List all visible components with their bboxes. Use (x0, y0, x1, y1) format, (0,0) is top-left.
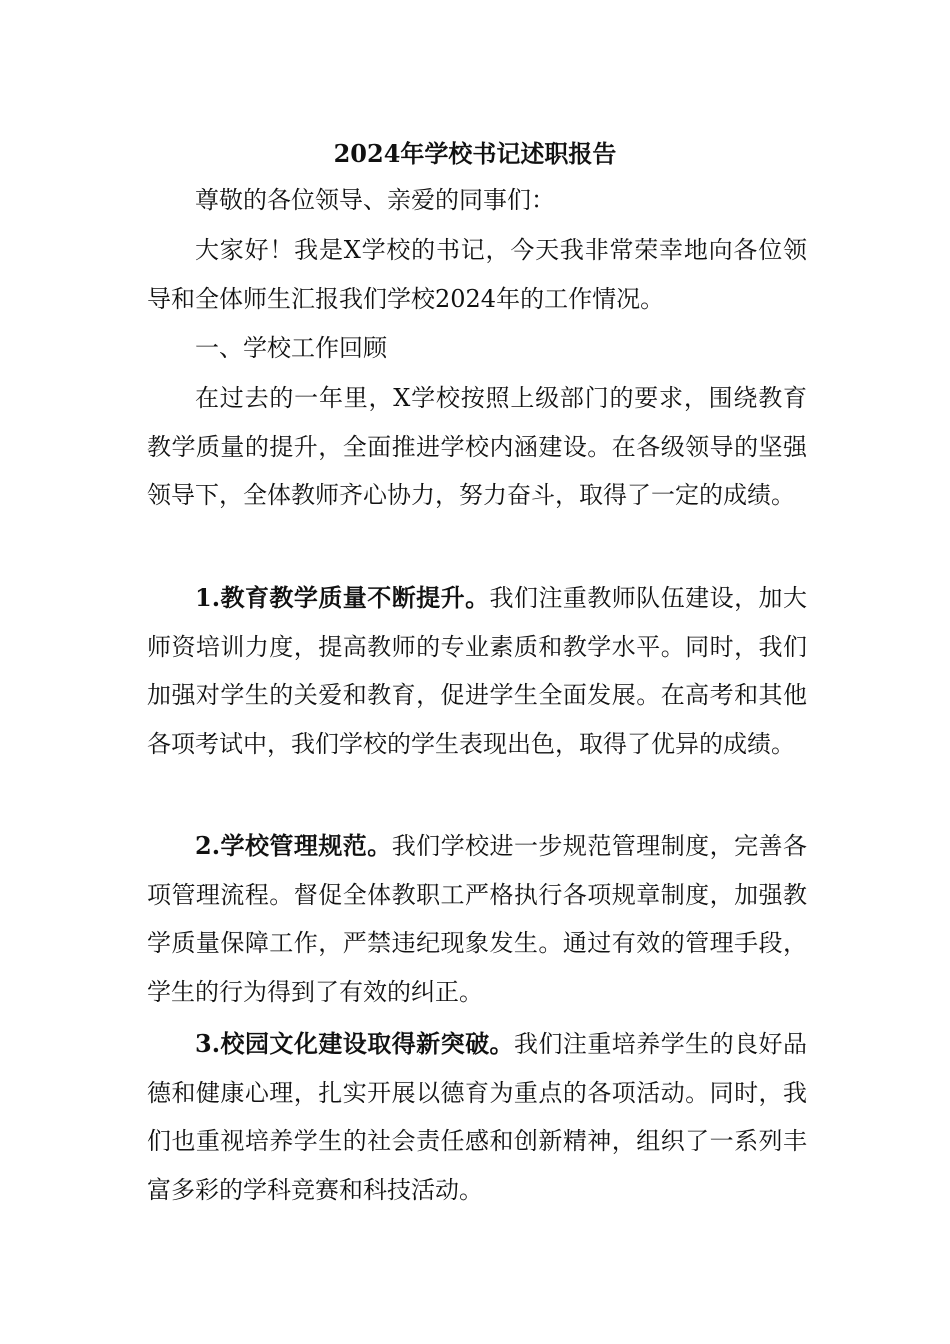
achievement-item-lead: 1.教育教学质量不断提升。 (195, 583, 490, 612)
intro-paragraph: 大家好！我是X学校的书记，今天我非常荣幸地向各位领导和全体师生汇报我们学校2024年的工作情况。 (147, 236, 807, 313)
document-title: 2024年学校书记述职报告 (333, 139, 617, 168)
greeting-paragraph: 尊敬的各位领导、亲爱的同事们： (195, 186, 555, 214)
review-paragraph: 在过去的一年里，X学校按照上级部门的要求，围绕教育教学质量的提升，全面推进学校内涵建设。在各级领导的坚强领导下，全体教师齐心协力，努力奋斗，取得了一定的成绩。 (147, 384, 807, 510)
achievement-item (147, 1020, 807, 1215)
achievement-item-lead: 3.校园文化建设取得新突破。 (195, 1029, 514, 1058)
achievement-item-body: 我们学校进一步规范管理制度，完善各项管理流程。督促全体教职工严格执行各项规章制度，加强教学质量保障工作，严禁违纪现象发生。通过有效的管理手段，学生的行为得到了有效的纠正。 (147, 832, 807, 1007)
achievement-item-body: 我们注重培养学生的良好品德和健康心理，扎实开展以德育为重点的各项活动。同时，我们也重视培养学生的社会责任感和创新精神，组织了一系列丰富多彩的学科竞赛和科技活动。 (147, 1030, 807, 1205)
achievement-item-body: 我们注重教师队伍建设，加大师资培训力度，提高教师的专业素质和教学水平。同时，我们加强对学生的关爱和教育，促进学生全面发展。在高考和其他各项考试中，我们学校的学生表现出色，取得了优异的成绩。 (147, 584, 807, 759)
achievement-item (147, 822, 807, 1017)
achievement-item (147, 574, 807, 769)
achievement-item-lead: 2.学校管理规范。 (195, 831, 392, 860)
section-heading: 一、学校工作回顾 (195, 334, 387, 362)
